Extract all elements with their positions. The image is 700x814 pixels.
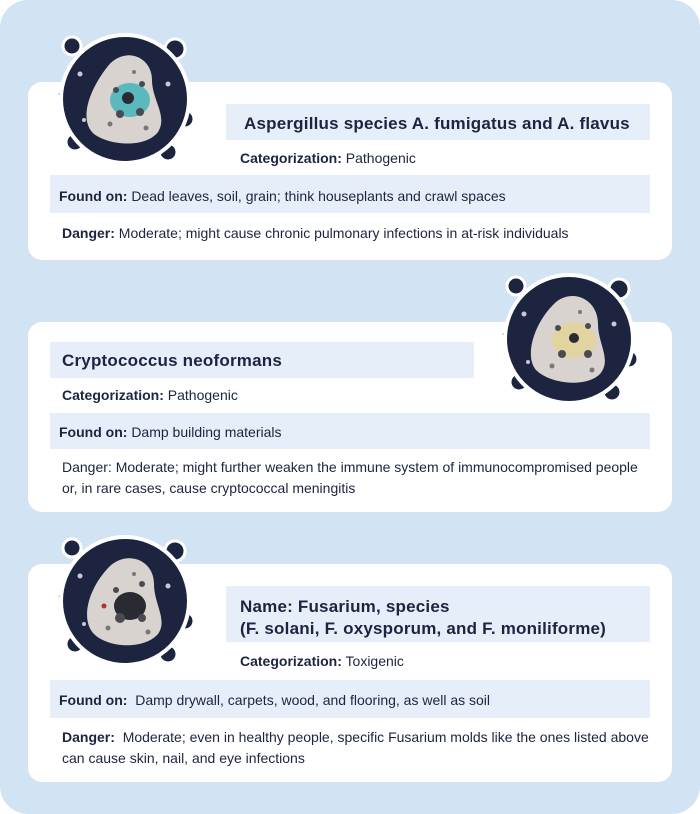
categorization-line [240, 653, 404, 669]
found-value: Damp drywall, carpets, wood, and flooring, as well as soil [135, 692, 491, 708]
danger-value: Moderate; even in healthy people, specific Fusarium molds like the ones listed above can cause skin, nail, and eye infections [62, 729, 649, 766]
danger-label: Danger: [62, 225, 115, 241]
danger-text: Danger: Moderate; might further weaken the immune system of immunocompromised people or, in rare cases, cause cryptococcal meningitis [62, 459, 638, 496]
danger-label: Danger: [62, 729, 115, 745]
mold-spore-icon [494, 264, 644, 414]
mold-spore-icon [50, 24, 200, 174]
found-line [59, 188, 506, 204]
danger-line [62, 727, 652, 769]
found-label: Found on: [59, 188, 128, 204]
found-value: Dead leaves, soil, grain; think houseplants and crawl spaces [131, 188, 506, 204]
mold-title-line-1: Name: Fusarium, species [240, 597, 450, 616]
categorization-value: Toxigenic [345, 653, 404, 669]
found-line [59, 424, 282, 440]
categorization-label: Categorization: [240, 653, 342, 669]
danger-value: Moderate; might cause chronic pulmonary infections in at-risk individuals [118, 225, 569, 241]
categorization-value: Pathogenic [167, 387, 238, 403]
mold-title-line-2: (F. solani, F. oxysporum, and F. moniliforme) [240, 619, 607, 638]
categorization-label: Categorization: [62, 387, 164, 403]
found-label: Found on: [59, 424, 128, 440]
categorization-line [62, 387, 238, 403]
found-line [59, 692, 490, 708]
found-label: Found on: [59, 692, 128, 708]
mold-title: Cryptococcus neoformans [62, 351, 282, 370]
mold-title: Aspergillus species A. fumigatus and A. flavus [244, 114, 630, 133]
danger-line [62, 225, 569, 241]
mold-title [240, 596, 606, 640]
categorization-label: Categorization: [240, 150, 342, 166]
categorization-value: Pathogenic [345, 150, 416, 166]
categorization-line [240, 150, 416, 166]
found-value: Damp building materials [131, 424, 282, 440]
mold-spore-icon [50, 526, 200, 676]
